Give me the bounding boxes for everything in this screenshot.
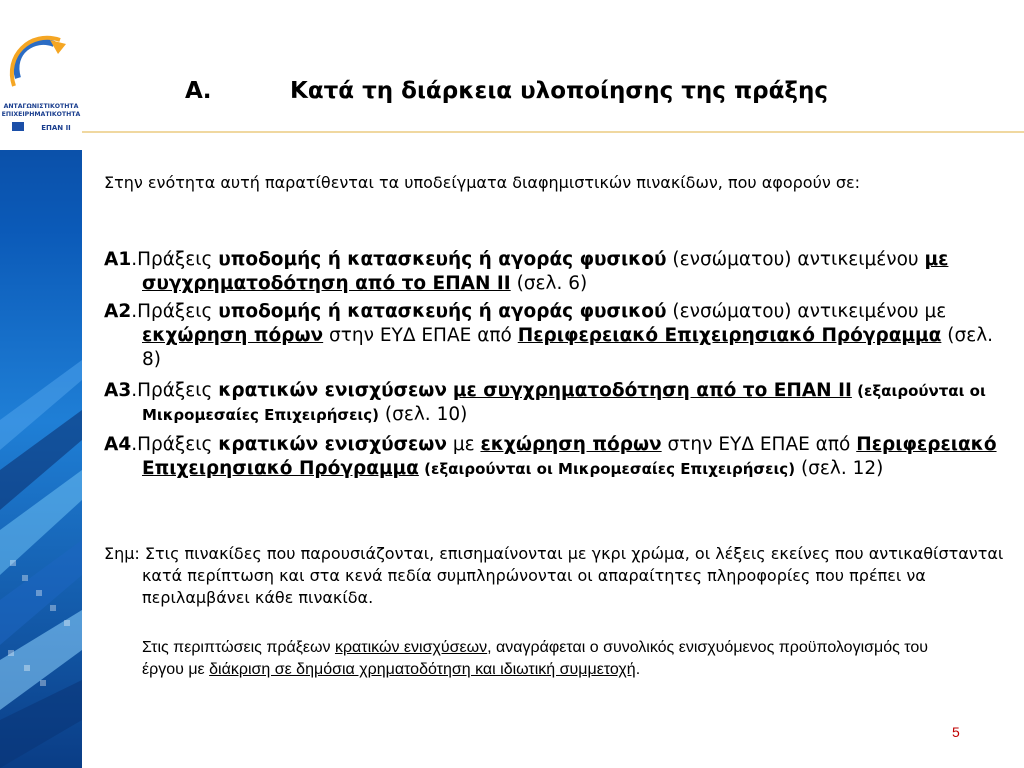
item-text: .Πράξεις bbox=[131, 249, 219, 270]
slide-title bbox=[185, 78, 828, 104]
item-bold: κρατικών ενισχύσεων bbox=[218, 434, 447, 455]
item-page-ref: (σελ. 10) bbox=[379, 404, 468, 425]
item-code: Α2 bbox=[104, 301, 132, 322]
item-page-ref: (σελ. 6) bbox=[510, 273, 588, 294]
item-a4 bbox=[104, 433, 1012, 481]
item-underlined: εκχώρηση πόρων bbox=[480, 434, 662, 455]
item-exclusion: (εξαιρούνται οι Μικρομεσαίες Επιχειρήσεις) bbox=[418, 460, 796, 478]
item-bold: κρατικών ενισχύσεων bbox=[218, 380, 447, 401]
sidebar-decoration bbox=[0, 0, 82, 768]
note2-paragraph bbox=[142, 637, 962, 681]
title-text: Κατά τη διάρκεια υλοποίησης της πράξης bbox=[290, 78, 829, 104]
item-underlined: εκχώρηση πόρων bbox=[142, 325, 324, 346]
title-number: Α. bbox=[185, 78, 212, 104]
item-underlined: με συγχρηματοδότηση από το ΕΠΑΝ ΙΙ bbox=[452, 380, 852, 401]
logo-line1: ΑΝΤΑΓΩΝΙΣΤΙΚΟΤΗΤΑ bbox=[3, 103, 79, 110]
title-divider bbox=[82, 131, 1024, 133]
item-page-ref: (σελ. 12) bbox=[795, 458, 884, 479]
item-text: στην ΕΥΔ ΕΠΑΕ από bbox=[661, 434, 857, 455]
item-text: .Πράξεις bbox=[131, 301, 219, 322]
item-bold: υποδομής ή κατασκευής ή αγοράς φυσικού bbox=[218, 249, 667, 270]
item-underlined: Περιφερειακό Επιχειρησιακό Πρόγραμμα bbox=[517, 325, 942, 346]
item-page-ref: (σελ. 8) bbox=[142, 325, 994, 370]
note2-text: Στις περιπτώσεις πράξεων bbox=[142, 639, 335, 656]
item-code: Α1 bbox=[104, 249, 132, 270]
note2-underlined: κρατικών ενισχύσεων bbox=[334, 639, 488, 656]
item-underlined: με συγχρηματοδότηση από το ΕΠΑΝ ΙΙ bbox=[142, 249, 949, 294]
item-text: στην ΕΥΔ ΕΠΑΕ από bbox=[323, 325, 518, 346]
item-code: Α3 bbox=[104, 380, 132, 401]
item-text: (ενσώματου) αντικειμένου με bbox=[666, 301, 947, 322]
logo-line2: ΕΠΙΧΕΙΡΗΜΑΤΙΚΟΤΗΤΑ bbox=[1, 111, 81, 118]
intro-paragraph: Στην ενότητα αυτή παρατίθενται τα υποδείγματα διαφημιστικών πινακίδων, που αφορούν σε: bbox=[104, 173, 861, 192]
item-text: με bbox=[446, 434, 481, 455]
note2-underlined: διάκριση σε δημόσια χρηματοδότηση και ιδιωτική συμμετοχή bbox=[209, 661, 636, 678]
sidebar-pattern bbox=[0, 0, 82, 768]
page-number: 5 bbox=[952, 724, 960, 740]
item-text: .Πράξεις bbox=[131, 434, 219, 455]
item-text: (ενσώματου) αντικειμένου bbox=[666, 249, 925, 270]
note2-text: . bbox=[635, 661, 641, 678]
item-underlined: Περιφερειακό Επιχειρησιακό Πρόγραμμα bbox=[142, 434, 997, 479]
item-a3 bbox=[104, 379, 1012, 427]
item-code: Α4 bbox=[104, 434, 132, 455]
item-a1 bbox=[104, 248, 1012, 296]
logo-epan: ΕΠΑΝ II bbox=[41, 124, 71, 132]
item-bold: υποδομής ή κατασκευής ή αγοράς φυσικού bbox=[218, 301, 667, 322]
item-a2 bbox=[104, 300, 1012, 372]
note-paragraph: Σημ: Στις πινακίδες που παρουσιάζονται, επισημαίνονται με γκρι χρώμα, οι λέξεις εκείνες που αντικαθίστανται κατά περίπτωση και στα κενά πεδία συμπληρώνονται οι απαραίτητες πληροφορίες που πρέπει να περιλαμβάνει κάθε πινακίδα. bbox=[104, 544, 1004, 607]
note2-text: , αναγράφεται ο συνολικός ενισχυόμενος προϋπολογισμός του έργου με bbox=[142, 639, 929, 678]
item-text: .Πράξεις bbox=[131, 380, 219, 401]
item-exclusion: (εξαιρούνται οι Μικρομεσαίες Επιχειρήσεις) bbox=[142, 382, 986, 424]
